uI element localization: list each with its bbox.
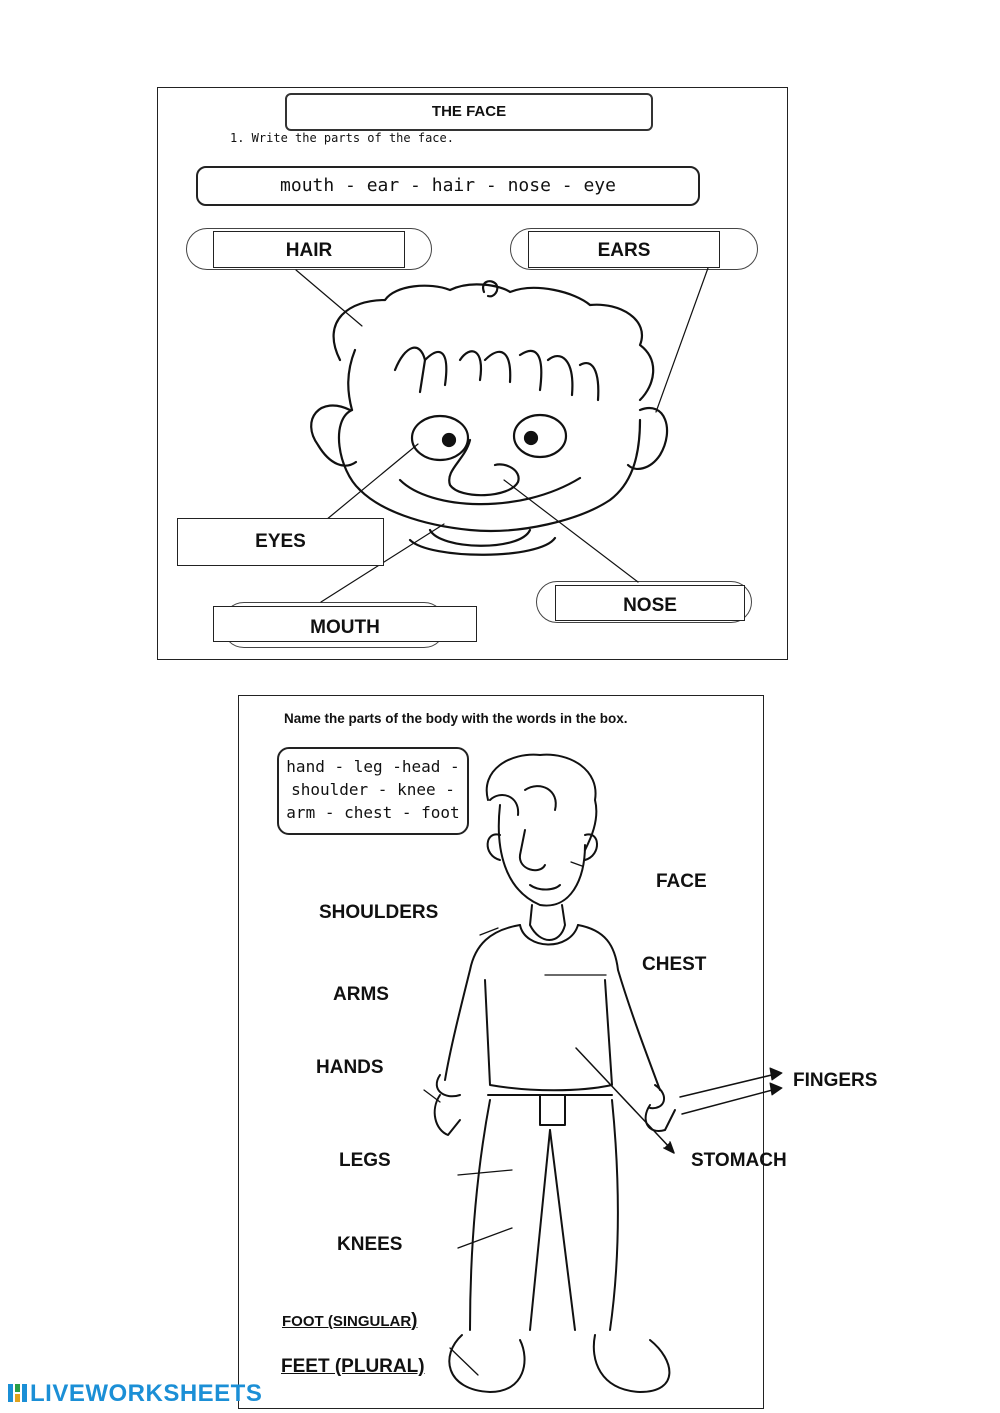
answer-ears[interactable]: EARS [528, 231, 720, 268]
label-hands[interactable]: HANDS [316, 1057, 384, 1078]
label-shoulders[interactable]: SHOULDERS [319, 902, 439, 923]
answer-nose[interactable]: NOSE [555, 585, 745, 621]
word-bank-line-2: shoulder - knee - [291, 780, 455, 799]
label-knees[interactable]: KNEES [337, 1234, 403, 1255]
word-bank-line-3: arm - chest - foot [286, 803, 460, 822]
label-foot-paren: ) [411, 1310, 418, 1331]
label-face[interactable]: FACE [656, 871, 707, 892]
answer-eyes[interactable]: EYES [177, 518, 384, 566]
label-chest[interactable]: CHEST [642, 954, 707, 975]
label-stomach[interactable]: STOMACH [691, 1150, 787, 1171]
label-arms[interactable]: ARMS [333, 984, 389, 1005]
word-bank-line-1: hand - leg -head - [286, 757, 460, 776]
liveworksheets-logo [8, 1380, 262, 1408]
label-legs[interactable]: LEGS [339, 1150, 391, 1171]
answer-hair[interactable]: HAIR [213, 231, 405, 268]
answer-mouth[interactable]: MOUTH [213, 606, 477, 642]
face-instruction: 1. Write the parts of the face. [230, 131, 454, 145]
label-foot-text: FOOT (SINGULAR [282, 1313, 412, 1330]
liveworksheets-logo-text: LIVEWORKSHEETS [30, 1380, 263, 1407]
label-fingers[interactable]: FINGERS [793, 1070, 878, 1091]
face-word-bank: mouth - ear - hair - nose - eye [196, 166, 700, 206]
face-title: THE FACE [285, 93, 653, 131]
body-instruction: Name the parts of the body with the words in the box. [284, 711, 628, 726]
label-feet-plural[interactable]: FEET (PLURAL) [281, 1356, 425, 1377]
liveworksheets-logo-icon [8, 1382, 28, 1404]
label-foot-singular[interactable] [282, 1310, 417, 1332]
